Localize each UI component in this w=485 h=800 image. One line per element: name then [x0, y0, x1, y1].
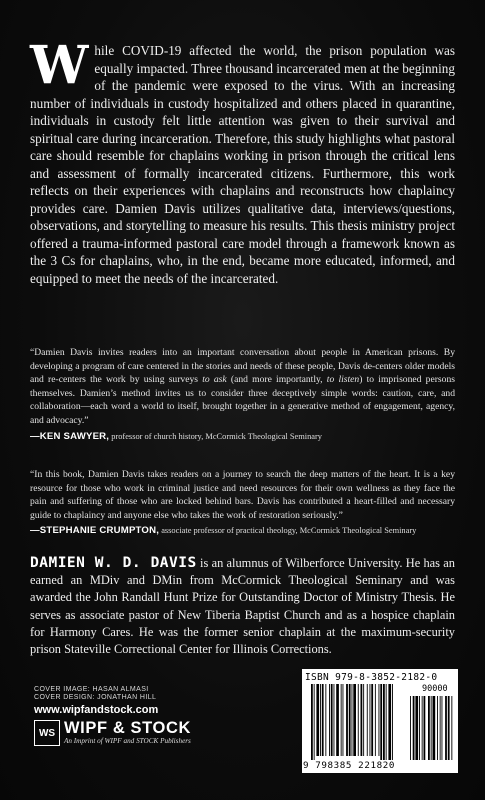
isbn-label: ISBN 979-8-3852-2182-0 — [305, 672, 438, 683]
endorsement-2-text: “In this book, Damien Davis takes readers on a journey to search the deep matters of the heart. It is a key resource for those who work in criminal justice and need resources for their own wellness as they face the pain and suffering of those who are locked behind bars. Davis has contributed a heart-filled and necessary guide to chaplaincy and anyone else who takes the work of restoration seriously.” — [30, 469, 455, 521]
endorser-title: associate professor of practical theology, McCormick Theological Seminary — [161, 526, 417, 536]
endorser-title: professor of church history, McCormick Theological Seminary — [111, 431, 322, 441]
cover-design-credit: COVER DESIGN: JONATHAN HILL — [34, 694, 157, 702]
endorser-name: —KEN SAWYER, — [30, 430, 110, 442]
publisher-name: WIPF & STOCK — [64, 719, 191, 737]
price-code: 90000 — [422, 684, 448, 694]
ean-digits: 9 798385 221820 — [303, 760, 395, 771]
publisher-website: www.wipfandstock.com — [34, 704, 159, 716]
publisher-imprint: An Imprint of WIPF and STOCK Publishers — [64, 737, 191, 745]
endorsement-1-text: “Damien Davis invites readers into an important conversation about people in American prisons. By developing a program of care centered in the stories and needs of these people, Davis de-centers older models and re-centers the work by using surveys to ask (and more importantly, to listen) to imprisoned persons themselves. Damien’s method invites us to consider three deceptively simple words: caution, care, and collaboration—each word a world to itself, brought together in a generative method of engagement, agency, and advocacy.” — [30, 347, 455, 426]
bio-text: is an alumnus of Wilberforce University. He has an earned an MDiv and DMin from McCormick Theological Seminary and was awarded the John Randall Hunt Prize for Outstanding Doctor of Ministry Thesis. He serves as associate pastor of New Tiberia Baptist Church and as a hospice chaplain for Harmony Cares. He was the former senior chaplain at the maximum-security prison Stateville Correctional Center for Illinois Corrections. — [30, 556, 455, 657]
description-text: hile COVID-19 affected the world, the prison population was equally impacted. Three thousand incarcerated men at the beginning of the pandemic were exposed to the virus. With an increasing number of individuals in custody hospitalized and others placed in quarantine, individuals in custody felt little attention was given to their survival and spiritual care during incarceration. Therefore, this study highlights what pastoral care should resemble for chaplains working in prison through the critical lens and assessment of formally incarcerated citizens. Furthermore, this work reflects on their experiences with chaplains and reconstructs how chaplaincy provides care. Damien Davis utilizes qualitative data, interviews/questions, observations, and storytelling to measure his results. This thesis ministry project offered a trauma-informed pastoral care model through a framework known as the 3 Cs for chaplains, who, in the end, became more educated, informed, and equipped to meet the needs of the incarcerated. — [30, 43, 455, 286]
drop-cap-letter: W — [30, 35, 87, 96]
cover-image-credit: COVER IMAGE: HASAN ALMASI — [34, 686, 149, 693]
endorser-name: —STEPHANIE CRUMPTON, — [30, 525, 160, 537]
ws-logo-icon: WS — [34, 720, 60, 746]
author-name: DAMIEN W. D. DAVIS — [30, 555, 197, 571]
